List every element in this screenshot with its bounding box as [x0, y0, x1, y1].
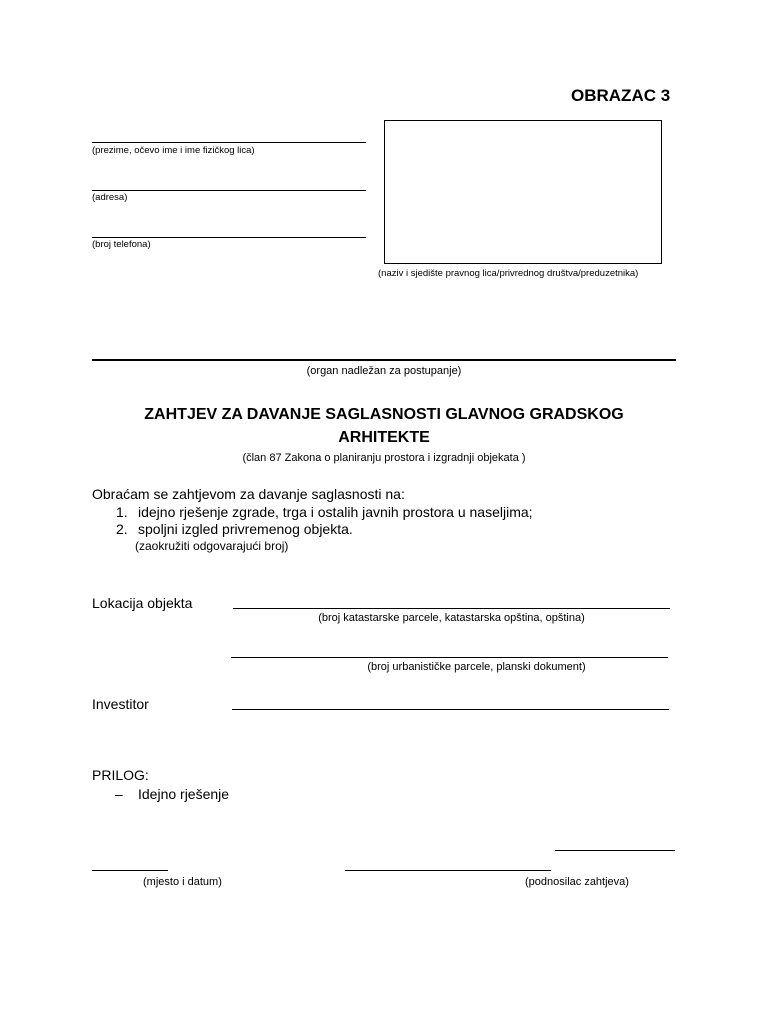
name-caption: (prezime, očevo ime i ime fizičkog lica)	[92, 145, 255, 156]
option-2-text: spoljni izgled privremenog objekta.	[138, 521, 353, 537]
phone-line[interactable]	[92, 237, 366, 238]
legal-entity-box[interactable]	[384, 120, 662, 264]
option-2-number: 2.	[116, 521, 128, 537]
form-title-line1: ZAHTJEV ZA DAVANJE SAGLASNOSTI GLAVNOG GRADSKOG	[144, 406, 624, 423]
form-subtitle: (član 87 Zakona o planiranju prostora i izgradnji objekata )	[242, 452, 526, 464]
option-1-number: 1.	[116, 504, 128, 520]
applicant-caption: (podnosilac zahtjeva)	[525, 876, 629, 888]
legal-entity-caption: (naziv i sjedište pravnog lica/privrednog društva/preduzetnika)	[378, 268, 639, 279]
location-caption-1: (broj katastarske parcele, katastarska opština, opština)	[318, 612, 585, 624]
signature-line-right[interactable]	[555, 850, 675, 851]
option-1-text: idejno rješenje zgrade, trga i ostalih javnih prostora u naseljima;	[138, 504, 533, 520]
address-caption: (adresa)	[92, 192, 128, 203]
name-line[interactable]	[92, 142, 366, 143]
attachment-label: PRILOG:	[92, 767, 149, 783]
request-intro: Obraćam se zahtjevom za davanje saglasnosti na:	[92, 486, 405, 502]
authority-line[interactable]	[92, 359, 676, 361]
signature-line-middle[interactable]	[345, 870, 551, 871]
attachment-item: Idejno rješenje	[138, 786, 230, 802]
form-code: OBRAZAC 3	[571, 86, 671, 105]
authority-caption: (organ nadležan za postupanje)	[306, 365, 462, 377]
place-date-line[interactable]	[92, 870, 168, 871]
options-note: (zaokružiti odgovarajući broj)	[135, 539, 289, 553]
location-label: Lokacija objekta	[92, 595, 193, 611]
place-date-caption: (mjesto i datum)	[143, 876, 222, 888]
location-urban-line[interactable]	[231, 657, 668, 658]
phone-caption: (broj telefona)	[92, 239, 151, 250]
location-caption-2: (broj urbanističke parcele, planski dokument)	[367, 661, 586, 673]
investor-label: Investitor	[92, 696, 149, 712]
attachment-bullet: –	[115, 786, 123, 802]
investor-line[interactable]	[232, 709, 669, 710]
location-cadastral-line[interactable]	[233, 608, 670, 609]
address-line[interactable]	[92, 190, 366, 191]
form-title-line2: ARHITEKTE	[338, 429, 430, 446]
